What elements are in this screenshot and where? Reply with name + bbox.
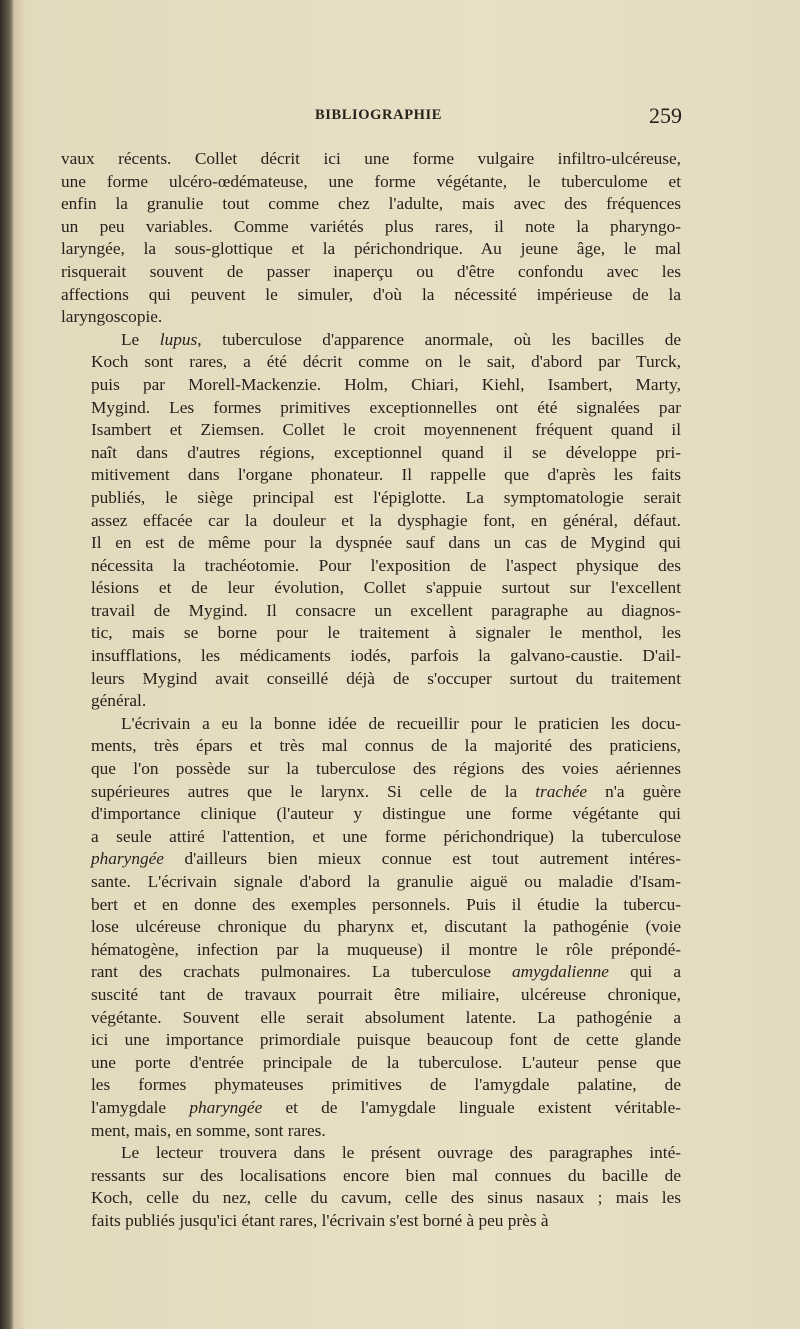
- text-line: Il en est de même pour la dyspnée sauf dans un cas de Mygind qui: [91, 533, 681, 553]
- text-line: pharyngée d'ailleurs bien mieux connue est tout autrement intéres-: [91, 849, 681, 869]
- text-line: général.: [91, 691, 147, 711]
- text-line: L'écrivain a eu la bonne idée de recueillir pour le praticien les docu-: [121, 713, 681, 733]
- book-gutter-shadow: [0, 0, 14, 1329]
- text-line: lésions et de leur évolution, Collet s'appuie surtout sur l'excellent: [91, 578, 681, 598]
- text-line: ment, mais, en somme, sont rares.: [91, 1120, 326, 1140]
- text-line: Koch, celle du nez, celle du cavum, celle des sinus nasaux ; mais les: [91, 1188, 681, 1208]
- text-line: rant des crachats pulmonaires. La tuberculose amygdalienne qui a: [91, 962, 681, 982]
- text-line: affections qui peuvent le simuler, d'où la nécessité impérieuse de la: [61, 284, 681, 304]
- text-line: suscité tant de travaux pourrait être miliaire, ulcéreuse chronique,: [91, 984, 681, 1004]
- text-line: nécessita la trachéotomie. Pour l'exposition de l'aspect physique des: [91, 555, 681, 575]
- text-line: a seule attiré l'attention, et une forme périchondrique) la tuberculose: [91, 826, 681, 846]
- paragraph: [61, 148, 681, 329]
- text-line: lose ulcéreuse chronique du pharynx et, discutant la pathogénie (voie: [91, 917, 681, 937]
- paragraph: [61, 713, 681, 1142]
- text-line: risquerait souvent de passer inaperçu ou d'être confondu avec les: [61, 261, 681, 281]
- text-line: supérieures autres que le larynx. Si celle de la trachée n'a guère: [91, 781, 681, 801]
- text-line: ici une importance primordiale puisque beaucoup font de cette glande: [91, 1030, 681, 1050]
- text-line: laryngée, la sous-glottique et la périchondrique. Au jeune âge, le mal: [61, 239, 681, 259]
- text-line: que l'on possède sur la tuberculose des régions des voies aériennes: [91, 759, 681, 779]
- text-line: laryngoscopie.: [61, 307, 163, 327]
- text-line: ments, très épars et très mal connus de la majorité des praticiens,: [91, 736, 681, 756]
- text-line: une forme ulcéro-œdémateuse, une forme végétante, le tuberculome et: [61, 171, 681, 191]
- text-line: Mygind. Les formes primitives exceptionnelles ont été signalées par: [91, 397, 681, 417]
- text-line: végétante. Souvent elle serait absolument latente. La pathogénie a: [91, 1007, 681, 1027]
- text-line: Koch sont rares, a été décrit comme on le sait, d'abord par Turck,: [91, 352, 681, 372]
- text-line: les formes phymateuses primitives de l'amygdale palatine, de: [91, 1075, 681, 1095]
- body-text: [61, 148, 681, 1233]
- text-line: publiés, le siège principal est l'épiglotte. La symptomatologie serait: [91, 487, 681, 507]
- text-line: hématogène, infection par la muqueuse) il montre le rôle prépondé-: [91, 939, 681, 959]
- text-line: insufflations, les médicaments iodés, parfois la galvano-caustie. D'ail-: [91, 646, 681, 666]
- text-line: d'importance clinique (l'auteur y distingue une forme végétante qui: [91, 804, 681, 824]
- text-line: travail de Mygind. Il consacre un excellent paragraphe au diagnos-: [91, 600, 681, 620]
- text-line: enfin la granulie tout comme chez l'adulte, mais avec des fréquences: [61, 194, 681, 214]
- running-title: BIBLIOGRAPHIE: [315, 107, 443, 123]
- paragraph: [61, 1142, 681, 1232]
- text-line: tic, mais se borne pour le traitement à signaler le menthol, les: [91, 623, 681, 643]
- text-line: une porte d'entrée principale de la tuberculose. L'auteur pense que: [91, 1052, 681, 1072]
- text-line: ressants sur des localisations encore bien mal connues du bacille de: [91, 1165, 681, 1185]
- text-line: un peu variables. Comme variétés plus rares, il note la pharyngo-: [61, 216, 681, 236]
- text-line: sante. L'écrivain signale d'abord la granulie aiguë ou maladie d'Isam-: [91, 872, 681, 891]
- text-line: Le lecteur trouvera dans le présent ouvrage des paragraphes inté-: [121, 1143, 681, 1163]
- page-header: [60, 103, 682, 133]
- text-line: bert et en donne des exemples personnels. Puis il étudie la tubercu-: [91, 894, 681, 914]
- text-line: puis par Morell-Mackenzie. Holm, Chiari, Kiehl, Isambert, Marty,: [91, 374, 681, 394]
- text-line: Le lupus, tuberculose d'apparence anormale, où les bacilles de: [121, 329, 682, 349]
- text-line: naît dans d'autres régions, exceptionnel quand il se développe pri-: [91, 442, 681, 462]
- text-line: faits publiés jusqu'ici étant rares, l'écrivain s'est borné à peu près à: [91, 1210, 549, 1230]
- paragraph: [61, 329, 681, 713]
- text-line: mitivement dans l'organe phonateur. Il rappelle que d'après les faits: [91, 465, 681, 485]
- text-line: vaux récents. Collet décrit ici une forme vulgaire infiltro-ulcéreuse,: [61, 149, 681, 168]
- text-line: assez effacée car la douleur et la dysphagie font, en général, défaut.: [91, 510, 681, 530]
- page-number: 259: [649, 103, 682, 128]
- text-line: Isambert et Ziemsen. Collet le croit moyennenent fréquent quand il: [91, 420, 681, 440]
- text-line: leurs Mygind avait conseillé déjà de s'occuper surtout du traitement: [91, 668, 681, 688]
- text-line: l'amygdale pharyngée et de l'amygdale linguale existent véritable-: [91, 1097, 681, 1117]
